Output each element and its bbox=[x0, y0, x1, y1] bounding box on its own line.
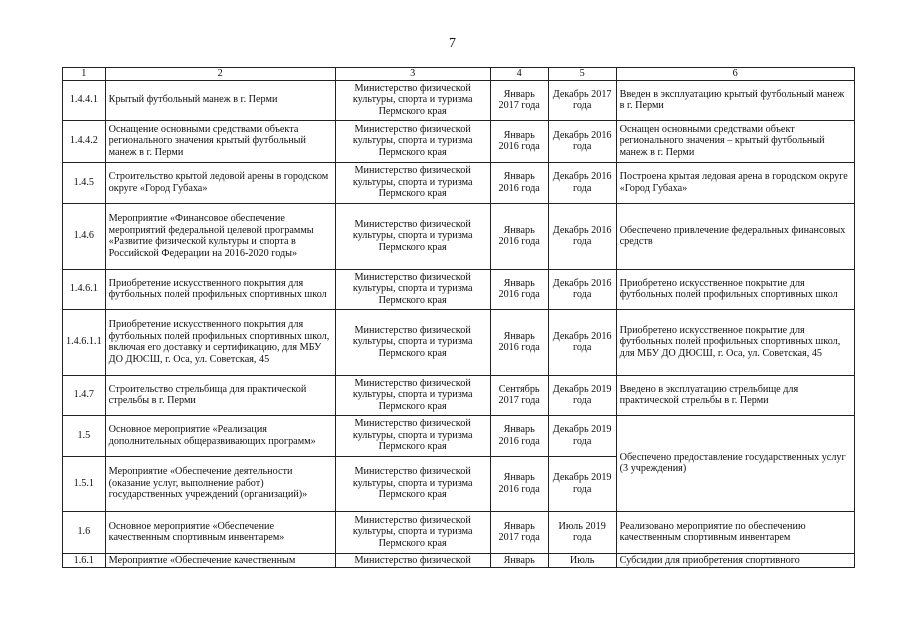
header-cell: 1 bbox=[63, 68, 106, 81]
row-end: Декабрь 2019 года bbox=[548, 375, 616, 415]
row-start: Январь 2016 года bbox=[490, 309, 548, 375]
row-code: 1.5 bbox=[63, 415, 106, 456]
row-end: Декабрь 2019 года bbox=[548, 415, 616, 456]
row-executor: Министерство физической культуры, спорта и туризма Пермского края bbox=[335, 375, 490, 415]
row-name: Мероприятие «Финансовое обеспечение мероприятий федеральной целевой программы «Развитие физической культуры и спорта в Российской Федерации на 2016-2020 годы» bbox=[105, 203, 335, 269]
row-end: Декабрь 2016 года bbox=[548, 269, 616, 309]
header-row bbox=[63, 68, 855, 81]
row-end: Июль 2019 года bbox=[548, 511, 616, 553]
row-code: 1.4.6.1 bbox=[63, 269, 106, 309]
row-result: Оснащен основными средствами объект регионального значения – крытый футбольный манеж в г. Перми bbox=[616, 120, 854, 162]
row-code: 1.4.5 bbox=[63, 162, 106, 203]
row-start: Январь 2016 года bbox=[490, 415, 548, 456]
header-cell: 5 bbox=[548, 68, 616, 81]
header-cell: 3 bbox=[335, 68, 490, 81]
row-end: Декабрь 2016 года bbox=[548, 203, 616, 269]
row-result-merged: Обеспечено предоставление государственных услуг (3 учреждения) bbox=[616, 415, 854, 511]
row-code: 1.6 bbox=[63, 511, 106, 553]
row-name: Крытый футбольный манеж в г. Перми bbox=[105, 80, 335, 120]
header-cell: 4 bbox=[490, 68, 548, 81]
row-name: Строительство крытой ледовой арены в городском округе «Город Губаха» bbox=[105, 162, 335, 203]
table-row bbox=[63, 375, 855, 415]
row-name: Мероприятие «Обеспечение качественным bbox=[105, 553, 335, 568]
table-row bbox=[63, 203, 855, 269]
row-result: Построена крытая ледовая арена в городском округе «Город Губаха» bbox=[616, 162, 854, 203]
row-start: Январь 2016 года bbox=[490, 203, 548, 269]
row-name: Мероприятие «Обеспечение деятельности (оказание услуг, выполнение работ) государственных учреждений (организаций)» bbox=[105, 456, 335, 511]
row-start: Январь 2016 года bbox=[490, 120, 548, 162]
row-executor: Министерство физической культуры, спорта и туризма Пермского края bbox=[335, 203, 490, 269]
row-end: Июль bbox=[548, 553, 616, 568]
table-row bbox=[63, 415, 855, 456]
table-row bbox=[63, 553, 855, 568]
page-number: 7 bbox=[449, 36, 456, 51]
row-name: Оснащение основными средствами объекта регионального значения крытый футбольный манеж в г. Перми bbox=[105, 120, 335, 162]
row-end: Декабрь 2017 года bbox=[548, 80, 616, 120]
row-executor: Министерство физической культуры, спорта и туризма Пермского края bbox=[335, 120, 490, 162]
row-code: 1.4.6 bbox=[63, 203, 106, 269]
row-code: 1.4.4.2 bbox=[63, 120, 106, 162]
row-executor: Министерство физической культуры, спорта и туризма Пермского края bbox=[335, 511, 490, 553]
row-name: Основное мероприятие «Реализация дополнительных общеразвивающих программ» bbox=[105, 415, 335, 456]
row-name: Основное мероприятие «Обеспечение качественным спортивным инвентарем» bbox=[105, 511, 335, 553]
row-name: Приобретение искусственного покрытия для футбольных полей профильных спортивных школ, включая его доставку и сертификацию, для МБУ ДО ДЮСШ, г. Оса, ул. Советская, 45 bbox=[105, 309, 335, 375]
header-cell: 2 bbox=[105, 68, 335, 81]
row-result: Введен в эксплуатацию крытый футбольный манеж в г. Перми bbox=[616, 80, 854, 120]
plan-table bbox=[62, 67, 855, 568]
table-row bbox=[63, 80, 855, 120]
row-start: Январь 2016 года bbox=[490, 162, 548, 203]
row-result: Реализовано мероприятие по обеспечению качественным спортивным инвентарем bbox=[616, 511, 854, 553]
row-start: Январь 2017 года bbox=[490, 511, 548, 553]
row-result: Введено в эксплуатацию стрельбище для практической стрельбы в г. Перми bbox=[616, 375, 854, 415]
row-executor: Министерство физической культуры, спорта и туризма Пермского края bbox=[335, 415, 490, 456]
row-end: Декабрь 2016 года bbox=[548, 162, 616, 203]
row-code: 1.4.7 bbox=[63, 375, 106, 415]
table-row bbox=[63, 120, 855, 162]
row-start: Январь 2017 года bbox=[490, 80, 548, 120]
row-start: Январь 2016 года bbox=[490, 269, 548, 309]
row-name: Строительство стрельбища для практической стрельбы в г. Перми bbox=[105, 375, 335, 415]
row-code: 1.4.6.1.1 bbox=[63, 309, 106, 375]
row-executor: Министерство физической культуры, спорта и туризма Пермского края bbox=[335, 269, 490, 309]
row-result: Субсидии для приобретения спортивного bbox=[616, 553, 854, 568]
row-executor: Министерство физической культуры, спорта и туризма Пермского края bbox=[335, 162, 490, 203]
row-name: Приобретение искусственного покрытия для футбольных полей профильных спортивных школ bbox=[105, 269, 335, 309]
row-code: 1.6.1 bbox=[63, 553, 106, 568]
row-code: 1.5.1 bbox=[63, 456, 106, 511]
row-code: 1.4.4.1 bbox=[63, 80, 106, 120]
row-executor: Министерство физической культуры, спорта и туризма Пермского края bbox=[335, 309, 490, 375]
table-row bbox=[63, 309, 855, 375]
header-cell: 6 bbox=[616, 68, 854, 81]
row-result: Приобретено искусственное покрытие для футбольных полей профильных спортивных школ, для МБУ ДО ДЮСШ, г. Оса, ул. Советская, 45 bbox=[616, 309, 854, 375]
row-start: Январь 2016 года bbox=[490, 456, 548, 511]
row-start: Сентябрь 2017 года bbox=[490, 375, 548, 415]
row-start: Январь bbox=[490, 553, 548, 568]
row-executor: Министерство физической культуры, спорта и туризма Пермского края bbox=[335, 80, 490, 120]
row-end: Декабрь 2016 года bbox=[548, 309, 616, 375]
table-row bbox=[63, 511, 855, 553]
row-end: Декабрь 2019 года bbox=[548, 456, 616, 511]
table-row bbox=[63, 162, 855, 203]
row-end: Декабрь 2016 года bbox=[548, 120, 616, 162]
row-executor: Министерство физической культуры, спорта и туризма Пермского края bbox=[335, 456, 490, 511]
row-result: Обеспечено привлечение федеральных финансовых средств bbox=[616, 203, 854, 269]
table-row bbox=[63, 269, 855, 309]
row-executor: Министерство физической bbox=[335, 553, 490, 568]
row-result: Приобретено искусственное покрытие для футбольных полей профильных спортивных школ bbox=[616, 269, 854, 309]
